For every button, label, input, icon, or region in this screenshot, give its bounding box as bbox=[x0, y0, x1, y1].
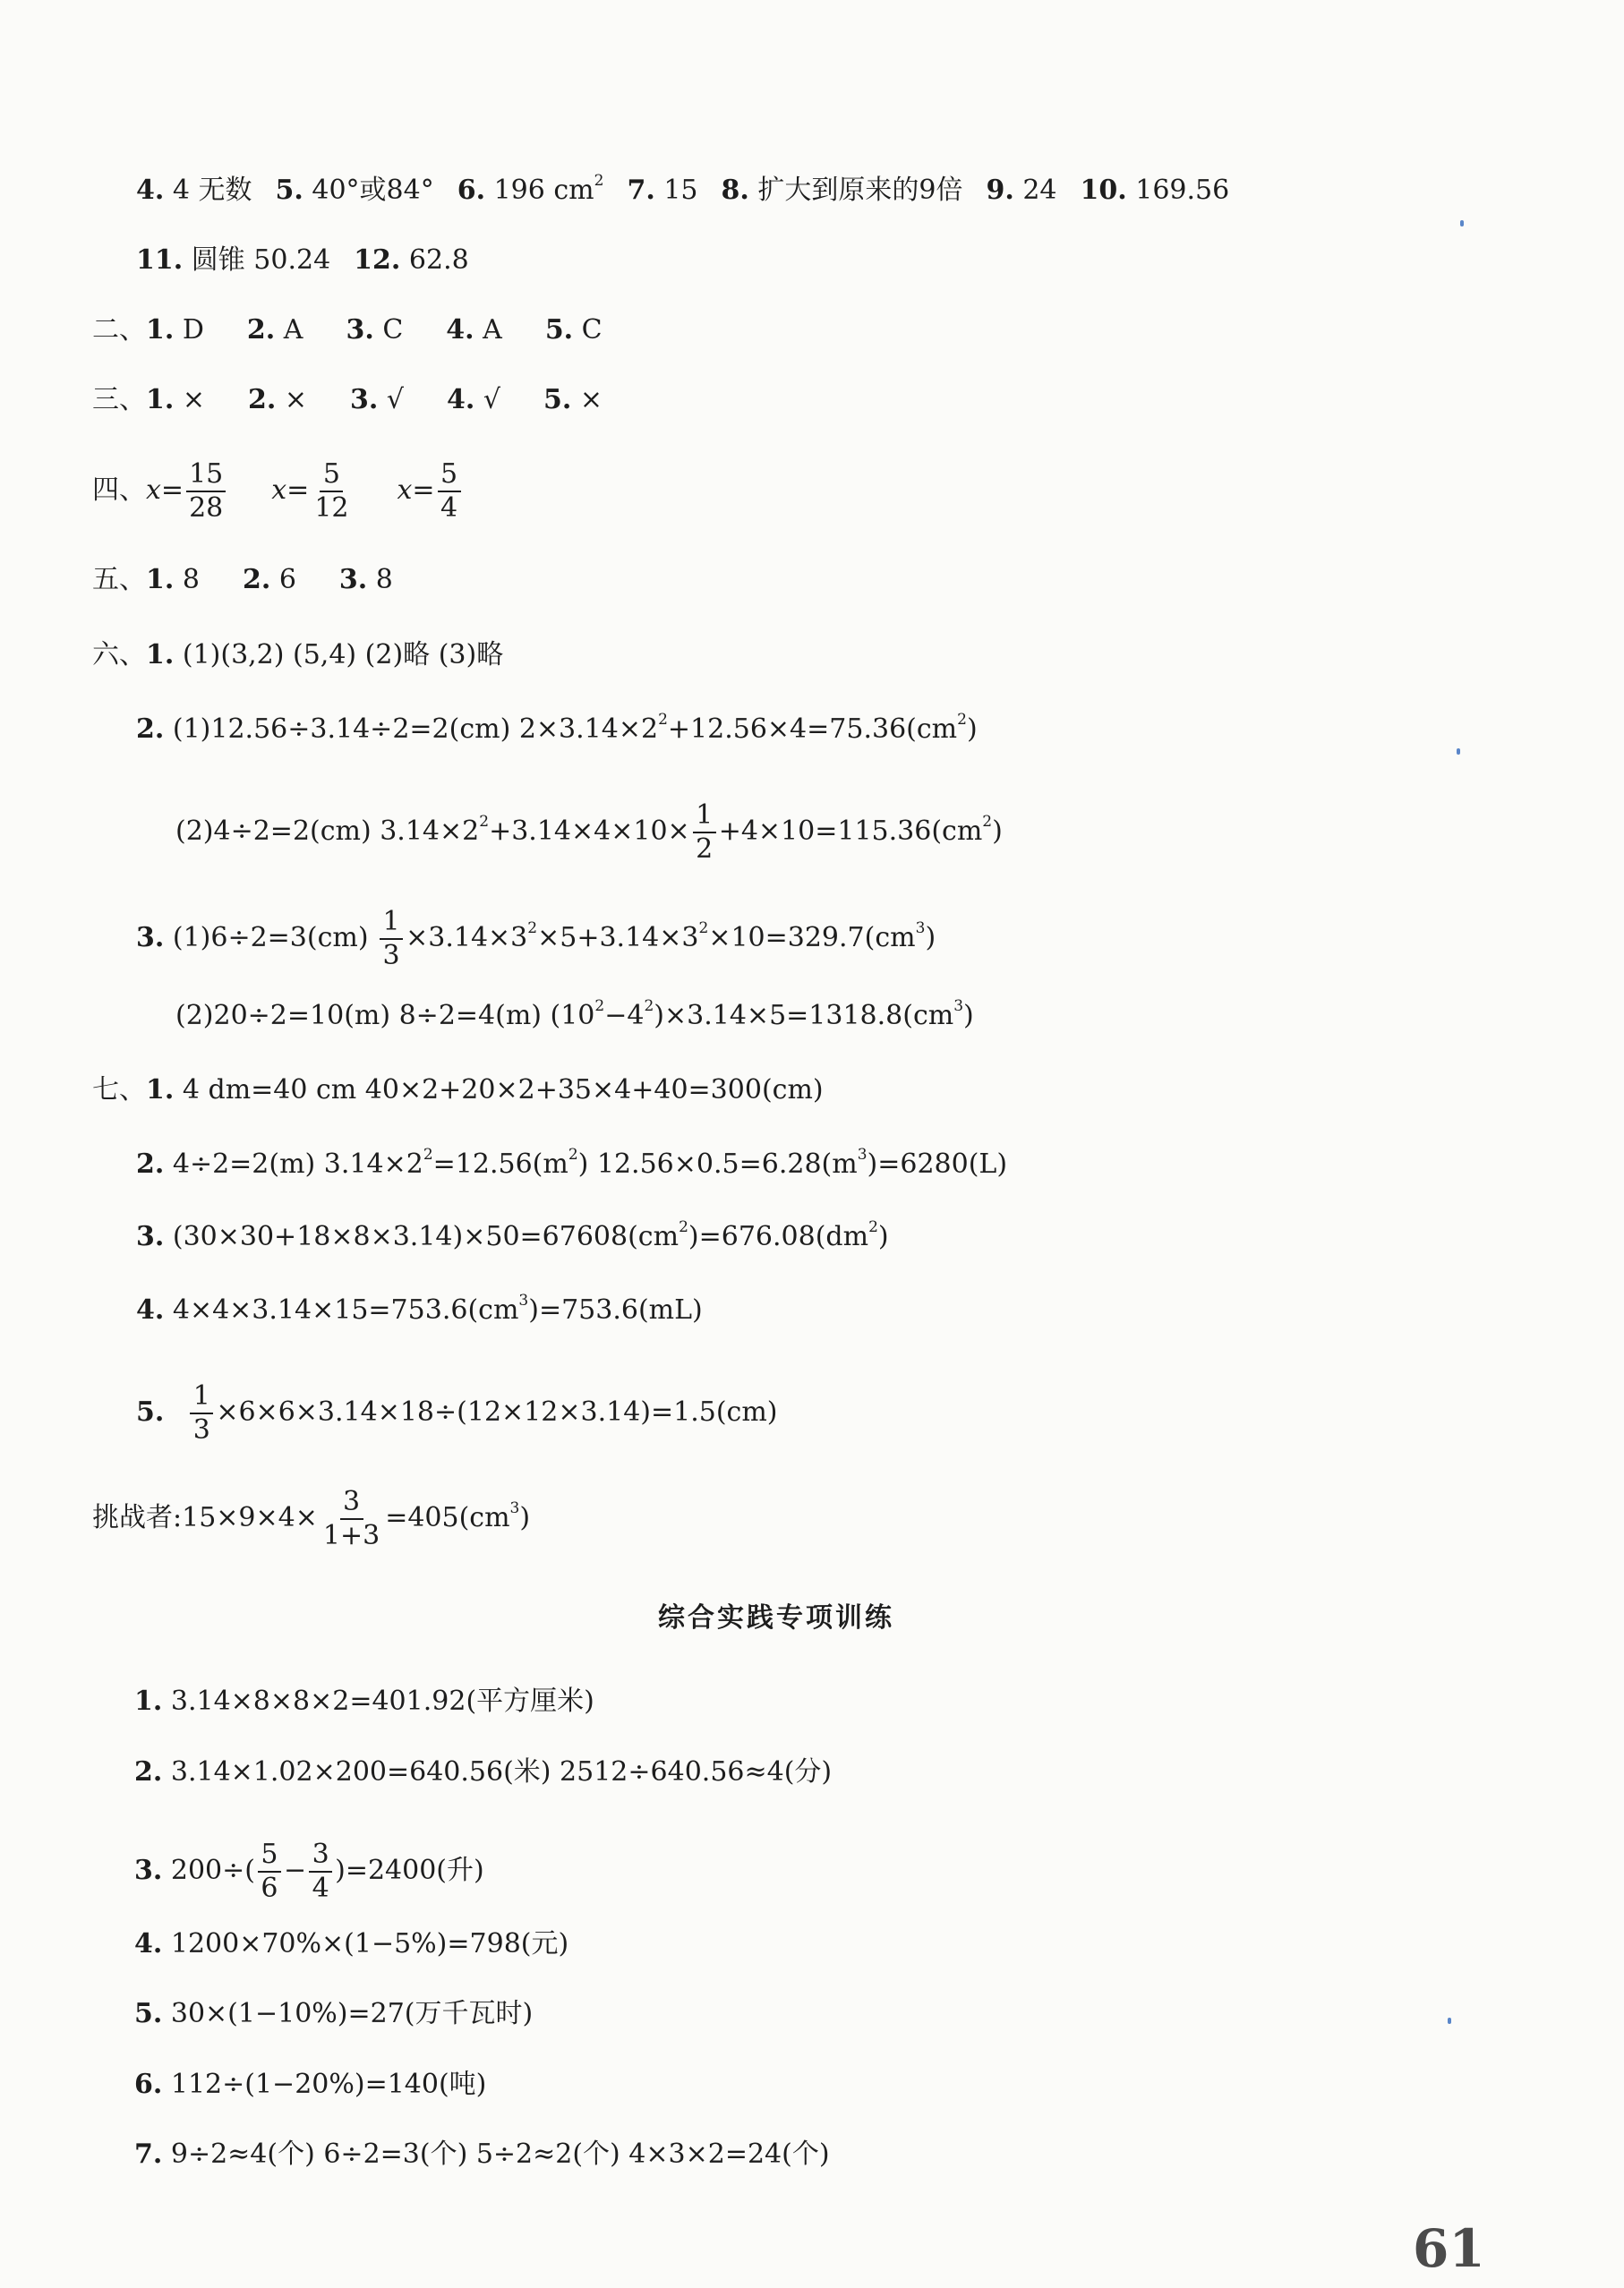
superscript: 2 bbox=[527, 919, 538, 937]
answer-text: 4 dm=40 cm 40×2+20×2+35×4+40=300(cm) bbox=[174, 1074, 824, 1106]
answer-text: 9÷2≈4(个) 6÷2=3(个) 5÷2≈2(个) 4×3×2=24(个) bbox=[162, 2139, 830, 2170]
answer-text: ) bbox=[992, 815, 1003, 847]
answer-text: C bbox=[373, 314, 404, 346]
variable: x bbox=[271, 474, 287, 506]
item-number: 5. bbox=[544, 314, 574, 346]
answer-text: )=753.6(mL) bbox=[528, 1294, 703, 1326]
answer-text: 挑战者:15×9×4× bbox=[92, 1502, 318, 1533]
answer-text: ) bbox=[925, 922, 936, 953]
answer-text: 扩大到原来的9倍 bbox=[748, 175, 963, 206]
answer-text: +3.14×4×10× bbox=[489, 815, 690, 847]
answer-text: 8 bbox=[367, 564, 393, 595]
practice-answer-4 bbox=[134, 1926, 568, 1962]
answer-text: 24 bbox=[1013, 175, 1057, 206]
section-7-answer-1 bbox=[92, 1072, 824, 1108]
variable: x bbox=[397, 474, 413, 506]
item-number: 1. bbox=[146, 314, 175, 346]
answer-line-1-4-to-10 bbox=[136, 173, 1229, 209]
numerator: 1 bbox=[693, 799, 716, 833]
superscript: 3 bbox=[518, 1292, 529, 1310]
practice-answer-2 bbox=[134, 1754, 832, 1790]
answer-text: ×6×6×3.14×18÷(12×12×3.14)=1.5(cm) bbox=[216, 1396, 778, 1428]
item-number: 1. bbox=[146, 1074, 175, 1106]
denominator: 28 bbox=[189, 492, 224, 524]
answer-text: 15 bbox=[654, 175, 698, 206]
numerator: 1 bbox=[190, 1380, 213, 1414]
answer-text: √ bbox=[378, 384, 405, 415]
section-6-answer-3-1 bbox=[136, 906, 936, 972]
superscript: 2 bbox=[679, 1218, 688, 1236]
item-number: 10. bbox=[1080, 175, 1127, 206]
answer-text: 169.56 bbox=[1126, 175, 1230, 206]
numerator: 1 bbox=[380, 906, 403, 940]
item-number: 5. bbox=[275, 175, 303, 206]
item-number: 3. bbox=[346, 314, 374, 346]
superscript: 2 bbox=[868, 1218, 878, 1236]
answer-text: 4×4×3.14×15=753.6(cm bbox=[164, 1294, 519, 1326]
numerator: 3 bbox=[309, 1839, 332, 1873]
item-number: 1. bbox=[146, 564, 175, 595]
item-number: 8. bbox=[721, 175, 749, 206]
superscript: 2 bbox=[957, 711, 967, 729]
section-label: 二、 bbox=[92, 314, 146, 346]
section-4-answers bbox=[92, 458, 464, 525]
fraction bbox=[309, 1839, 332, 1905]
denominator: 6 bbox=[261, 1873, 278, 1904]
answer-text: 4 无数 bbox=[164, 175, 252, 206]
item-number: 7. bbox=[627, 175, 655, 206]
item-number: 3. bbox=[136, 922, 165, 953]
item-number: 2. bbox=[136, 713, 165, 745]
answer-text: 4÷2=2(m) 3.14×2 bbox=[164, 1148, 423, 1180]
answer-text: ×5+3.14×3 bbox=[537, 922, 699, 953]
page-number: 61 bbox=[1413, 2218, 1485, 2279]
section-3-answers bbox=[92, 382, 603, 418]
superscript: 3 bbox=[953, 997, 964, 1015]
denominator: 1+3 bbox=[322, 1520, 380, 1551]
answer-text: 6 bbox=[270, 564, 296, 595]
item-number: 6. bbox=[457, 175, 486, 206]
answer-text: )=6280(L) bbox=[867, 1148, 1008, 1180]
item-number: 4. bbox=[136, 1294, 165, 1326]
superscript: 3 bbox=[509, 1499, 520, 1517]
item-number: 1. bbox=[134, 1686, 163, 1717]
item-number: 4. bbox=[447, 384, 475, 415]
answer-text: 112÷(1−20%)=140(吨) bbox=[162, 2069, 487, 2100]
numerator: 5 bbox=[320, 458, 343, 492]
item-number: 3. bbox=[338, 564, 368, 595]
margin-mark bbox=[1457, 748, 1460, 755]
section-6-answer-3-2 bbox=[175, 998, 974, 1034]
numerator: 5 bbox=[258, 1839, 281, 1873]
answer-text: 3.14×8×8×2=401.92(平方厘米) bbox=[162, 1686, 594, 1717]
item-number: 9. bbox=[986, 175, 1014, 206]
answer-text: (1)12.56÷3.14÷2=2(cm) 2×3.14×2 bbox=[164, 713, 659, 745]
answer-text: 200÷( bbox=[162, 1855, 255, 1886]
answer-text: 40°或84° bbox=[303, 175, 434, 206]
answer-text: 3.14×1.02×200=640.56(米) 2512÷640.56≈4(分) bbox=[162, 1756, 833, 1788]
section-6-answer-2-2 bbox=[175, 799, 1003, 866]
practice-answer-3 bbox=[134, 1839, 484, 1905]
item-number: 6. bbox=[134, 2069, 163, 2100]
item-number: 11. bbox=[136, 244, 184, 276]
denominator: 3 bbox=[192, 1414, 210, 1446]
section-label: 七、 bbox=[92, 1074, 146, 1106]
answer-text: ) 12.56×0.5=6.28(m bbox=[577, 1148, 858, 1180]
item-number: 1. bbox=[146, 384, 175, 415]
section-7-answer-3 bbox=[136, 1219, 889, 1255]
item-number: 4. bbox=[446, 314, 474, 346]
section-label: 六、 bbox=[92, 639, 146, 670]
item-number: 2. bbox=[242, 564, 271, 595]
answer-text: +4×10=115.36(cm bbox=[718, 815, 983, 847]
answer-text: × bbox=[276, 384, 308, 415]
answer-text: =12.56(m bbox=[432, 1148, 568, 1180]
answer-text: 30×(1−10%)=27(万千瓦时) bbox=[162, 1998, 534, 2029]
practice-answer-1 bbox=[134, 1684, 594, 1720]
section-label: 五、 bbox=[92, 564, 146, 595]
superscript: 2 bbox=[479, 813, 490, 831]
item-number: 2. bbox=[134, 1756, 163, 1788]
answer-text: +12.56×4=75.36(cm bbox=[667, 713, 958, 745]
item-number: 4. bbox=[134, 1928, 163, 1959]
section-6-answer-2-1 bbox=[136, 712, 978, 747]
variable: x bbox=[146, 474, 161, 506]
item-number: 5. bbox=[136, 1396, 165, 1428]
fraction bbox=[190, 1380, 213, 1447]
superscript: 3 bbox=[915, 919, 926, 937]
item-number: 3. bbox=[136, 1221, 165, 1252]
denominator: 4 bbox=[312, 1873, 329, 1904]
item-number: 2. bbox=[246, 314, 276, 346]
answer-text: (30×30+18×8×3.14)×50=67608(cm bbox=[164, 1221, 680, 1252]
section-7-answer-4 bbox=[136, 1293, 703, 1328]
answer-text: (1)6÷2=3(cm) bbox=[164, 922, 378, 953]
section-2-answers bbox=[92, 312, 603, 348]
practice-answer-6 bbox=[134, 2067, 486, 2103]
section-7-answer-2 bbox=[136, 1147, 1007, 1182]
fraction bbox=[693, 799, 716, 866]
answer-text: A bbox=[275, 314, 303, 346]
numerator: 15 bbox=[186, 458, 226, 492]
numerator: 5 bbox=[438, 458, 461, 492]
denominator: 4 bbox=[440, 492, 458, 524]
item-number: 12. bbox=[354, 244, 401, 276]
fraction bbox=[186, 458, 226, 525]
item-number: 2. bbox=[136, 1148, 165, 1180]
answer-text: (2)20÷2=10(m) 8÷2=4(m) (10 bbox=[175, 1000, 595, 1031]
answer-line-1-11-12 bbox=[136, 243, 469, 278]
answer-text: ) bbox=[877, 1221, 889, 1252]
section-heading: 综合实践专项训练 bbox=[658, 1602, 894, 1634]
answer-text: 1200×70%×(1−5%)=798(元) bbox=[162, 1928, 569, 1959]
item-number: 7. bbox=[134, 2139, 163, 2170]
answer-text: × bbox=[174, 384, 206, 415]
answer-text: (1)(3,2) (5,4) (2)略 (3)略 bbox=[174, 639, 504, 670]
answer-text: D bbox=[174, 314, 204, 346]
section-label: 三、 bbox=[92, 384, 146, 415]
practice-answer-7 bbox=[134, 2137, 830, 2173]
answer-text: 196 cm bbox=[485, 175, 594, 206]
superscript: 3 bbox=[857, 1146, 868, 1164]
answer-text: )×3.14×5=1318.8(cm bbox=[654, 1000, 954, 1031]
answer-text: )=676.08(dm bbox=[688, 1221, 869, 1252]
fraction bbox=[258, 1839, 281, 1905]
denominator: 3 bbox=[382, 940, 400, 971]
answer-text: A bbox=[474, 314, 502, 346]
denominator: 2 bbox=[696, 833, 714, 865]
answer-text: ) bbox=[966, 713, 978, 745]
answer-text: ) bbox=[963, 1000, 974, 1031]
answer-text: ×3.14×3 bbox=[406, 922, 528, 953]
margin-mark bbox=[1448, 2018, 1451, 2024]
answer-text: 8 bbox=[174, 564, 200, 595]
answer-text: × bbox=[571, 384, 603, 415]
section-label: 四、 bbox=[92, 474, 146, 506]
item-number: 5. bbox=[134, 1998, 163, 2029]
answer-text: ×10=329.7(cm bbox=[708, 922, 916, 953]
superscript: 2 bbox=[658, 711, 668, 729]
superscript: 2 bbox=[982, 813, 993, 831]
equals: = bbox=[412, 474, 435, 506]
answer-text: 圆锥 50.24 bbox=[183, 244, 331, 276]
answer-text: −4 bbox=[604, 1000, 645, 1031]
section-5-answers bbox=[92, 562, 393, 598]
section-6-answer-1 bbox=[92, 637, 503, 673]
superscript: 2 bbox=[698, 919, 709, 937]
item-number: 1. bbox=[146, 639, 175, 670]
margin-mark bbox=[1460, 220, 1464, 226]
answer-text: C bbox=[573, 314, 603, 346]
superscript: 2 bbox=[568, 1146, 578, 1164]
answer-text: √ bbox=[474, 384, 500, 415]
equals: = bbox=[160, 474, 184, 506]
denominator: 12 bbox=[314, 492, 349, 524]
fraction bbox=[321, 1486, 382, 1552]
superscript: 2 bbox=[594, 172, 604, 190]
superscript: 2 bbox=[644, 997, 654, 1015]
fraction bbox=[438, 458, 461, 525]
superscript: 2 bbox=[594, 997, 605, 1015]
superscript: 2 bbox=[423, 1146, 433, 1164]
answer-text: 62.8 bbox=[400, 244, 469, 276]
answer-text: ) bbox=[519, 1502, 531, 1533]
item-number: 5. bbox=[543, 384, 572, 415]
fraction bbox=[380, 906, 403, 972]
answer-text: − bbox=[283, 1855, 307, 1886]
section-7-answer-5 bbox=[136, 1380, 778, 1447]
answer-text: )=2400(升) bbox=[335, 1855, 484, 1886]
answer-text: =405(cm bbox=[385, 1502, 510, 1533]
numerator: 3 bbox=[340, 1486, 363, 1520]
challenge-answer bbox=[92, 1486, 530, 1552]
item-number: 3. bbox=[134, 1855, 163, 1886]
equals: = bbox=[286, 474, 310, 506]
practice-answer-5 bbox=[134, 1996, 533, 2032]
fraction bbox=[312, 458, 351, 525]
item-number: 2. bbox=[248, 384, 277, 415]
item-number: 3. bbox=[350, 384, 379, 415]
item-number: 4. bbox=[136, 175, 165, 206]
answer-text: (2)4÷2=2(cm) 3.14×2 bbox=[175, 815, 480, 847]
